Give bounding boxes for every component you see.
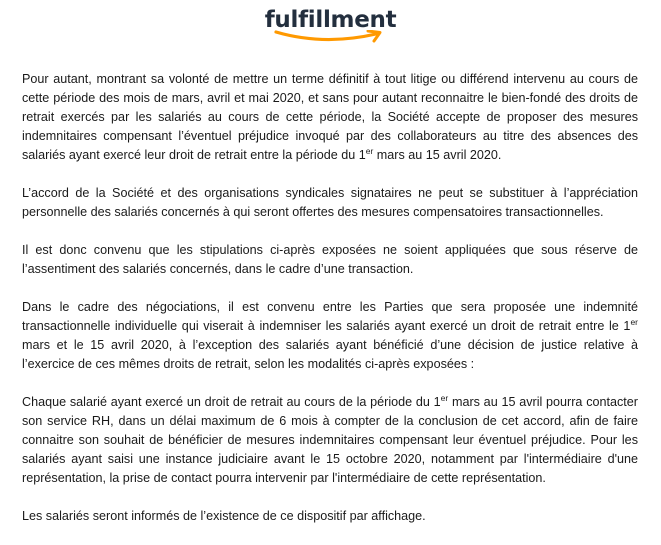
paragraph-3: Il est donc convenu que les stipulations ci-après exposées ne soient appliquées que sous réserve de l’assentiment des salariés concernés, dans le cadre d’une transaction. (22, 243, 638, 276)
logo-wordmark: fulfillment (264, 7, 397, 33)
paragraph-2: L’accord de la Société et des organisations syndicales signataires ne peut se substituer à l’appréciation personnelle des salariés concernés à qui seront offertes des mesures compensatoires transactionnelles. (22, 186, 638, 219)
paragraph-5: Chaque salarié ayant exercé un droit de retrait au cours de la période du 1er mars au 15 avril pourra contacter son service RH, dans un délai maximum de 6 mois à compter de la conclusion de cet accord, afin de faire connaitre son souhait de bénéficier de mesures indemnitaires compensant leur éventuel préjudice. Pour les salariés ayant saisi une instance judiciaire avant le 15 octobre 2020, notamment par l'intermédiaire d'une représentation, la prise de contact pourra intervenir par l'intermédiaire de cette représentation. (22, 393, 638, 485)
ordinal-superscript: er (365, 146, 374, 156)
ordinal-superscript: er (440, 393, 449, 403)
paragraph-1: Pour autant, montrant sa volonté de mettre un terme définitif à tout litige ou différend intervenu au cours de cette période des mois de mars, avril et mai 2020, et sans pour autant reconnaitre le bien-fondé des droits de retrait exercés par les salariés au cours de cette période, la Société accepte de proposer des mesures indemnitaires compensant l’éventuel préjudice invoqué par des collaborateurs au titre des absences des salariés ayant exercé leur droit de retrait entre la période du 1er mars au 15 avril 2020. (22, 72, 638, 162)
paragraph-6: Les salariés seront informés de l’existence de ce dispositif par affichage. (22, 509, 426, 523)
ordinal-superscript: er (630, 317, 638, 327)
document-body (22, 70, 638, 545)
paragraph-4: Dans le cadre des négociations, il est convenu entre les Parties que sera proposée une indemnité transactionnelle individuelle qui viserait à indemniser les salariés ayant exercé un droit de retrait entre le 1er mars et le 15 avril 2020, à l’exception des salariés ayant bénéficié d’une décision de justice relative à l’exercice de ces mêmes droits de retrait, selon les modalités ci-après exposées : (22, 300, 638, 371)
fulfillment-logo (0, 6, 661, 44)
